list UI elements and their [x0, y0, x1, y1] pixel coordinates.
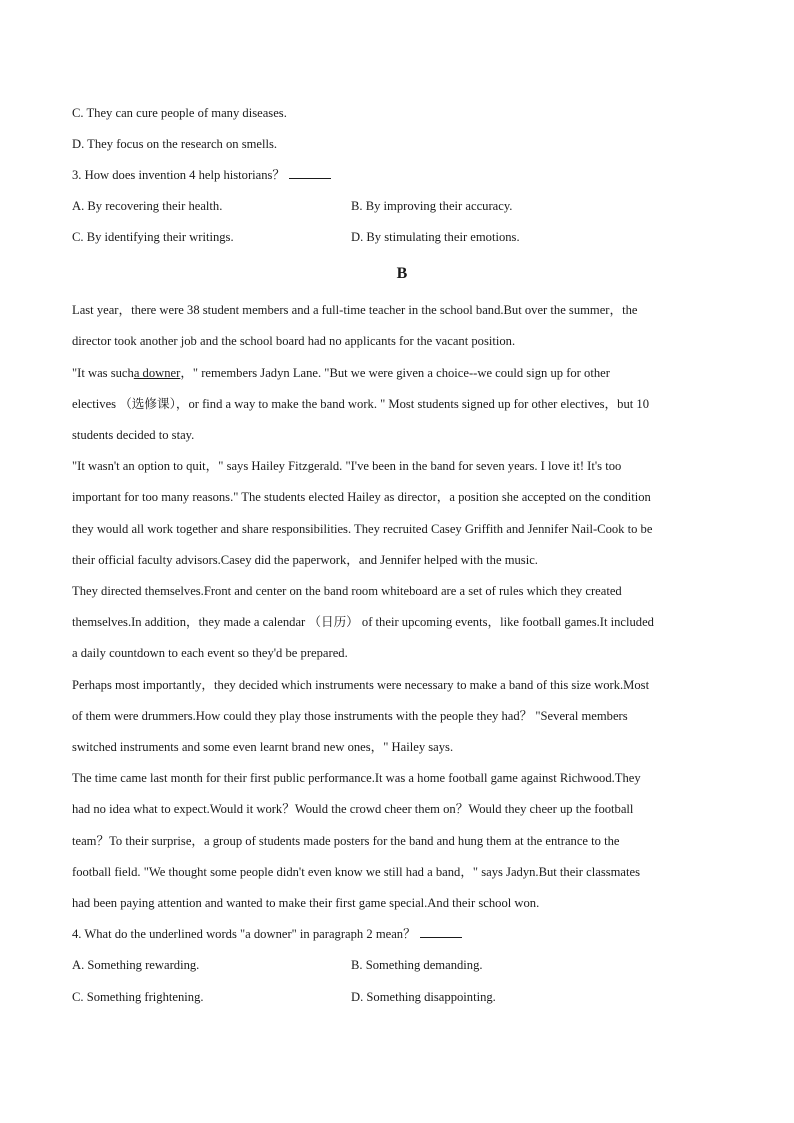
passage-line: had been paying attention and wanted to make their first game special.And their school won.	[72, 896, 540, 910]
prev-option-d: D. They focus on the research on smells.	[72, 137, 278, 151]
q3-option-a: A. By recovering their health.	[72, 199, 223, 213]
passage-line: students decided to stay.	[72, 428, 195, 442]
passage-text: "It was such	[72, 366, 134, 380]
q4-option-d: D. Something disappointing.	[351, 990, 496, 1004]
q3-option-b: B. By improving their accuracy.	[351, 199, 513, 213]
q4-option-c: C. Something frightening.	[72, 990, 204, 1004]
passage-line: switched instruments and some even learnt brand new ones，" Hailey says.	[72, 740, 454, 754]
q4-option-a: A. Something rewarding.	[72, 958, 200, 972]
passage-line: their official faculty advisors.Casey did the paperwork，and Jennifer helped with the music.	[72, 553, 538, 567]
passage-line	[72, 365, 610, 381]
passage-line: Last year，there were 38 student members and a full-time teacher in the school band.But over the summer，the	[72, 303, 638, 317]
passage-line: a daily countdown to each event so they'd be prepared.	[72, 646, 348, 660]
passage-line: They directed themselves.Front and center on the band room whiteboard are a set of rules which they created	[72, 584, 622, 598]
q4-option-b: B. Something demanding.	[351, 958, 483, 972]
passage-text: ，" remembers Jadyn Lane. "But we were given a choice--we could sign up for other	[180, 366, 610, 380]
passage-line: director took another job and the school board had no applicants for the vacant position.	[72, 334, 516, 348]
question-3-stem: 3. How does invention 4 help historians？	[72, 168, 286, 182]
passage-line: themselves.In addition，they made a calendar （日历） of their upcoming events，like football games.It included	[72, 615, 654, 629]
passage-line: The time came last month for their first public performance.It was a home football game against Richwood.They	[72, 771, 641, 785]
passage-line: football field. "We thought some people didn't even know we still had a band，" says Jadyn.But their classmates	[72, 865, 640, 879]
prev-option-c: C. They can cure people of many diseases.	[72, 106, 287, 120]
answer-blank	[420, 926, 462, 938]
answer-blank	[289, 167, 331, 179]
passage-line: they would all work together and share responsibilities. They recruited Casey Griffith and Jennifer Nail-Cook to be	[72, 522, 653, 536]
q3-option-c: C. By identifying their writings.	[72, 230, 234, 244]
passage-line: Perhaps most importantly，they decided which instruments were necessary to make a band of this size work.Most	[72, 678, 650, 692]
passage-line: important for too many reasons." The students elected Hailey as director，a position she accepted on the condition	[72, 490, 651, 504]
question-3	[72, 167, 331, 183]
passage-line: had no idea what to expect.Would it work？Would the crowd cheer them on？Would they cheer up the football	[72, 802, 634, 816]
passage-line: of them were drummers.How could they play those instruments with the people they had？ "Several members	[72, 709, 628, 723]
q3-option-d: D. By stimulating their emotions.	[351, 230, 520, 244]
passage-line: "It wasn't an option to quit，" says Hailey Fitzgerald. "I've been in the band for seven years. I love it! It's too	[72, 459, 622, 473]
question-4-stem: 4. What do the underlined words "a downer" in paragraph 2 mean？	[72, 927, 416, 941]
section-title: B	[396, 265, 408, 282]
passage-line: team？To their surprise，a group of students made posters for the band and hung them at the entrance to the	[72, 834, 620, 848]
underlined-words: a downer	[133, 366, 181, 380]
question-4	[72, 926, 462, 942]
passage-line: electives （选修课），or find a way to make the band work. " Most students signed up for other electives，but 10	[72, 397, 649, 411]
